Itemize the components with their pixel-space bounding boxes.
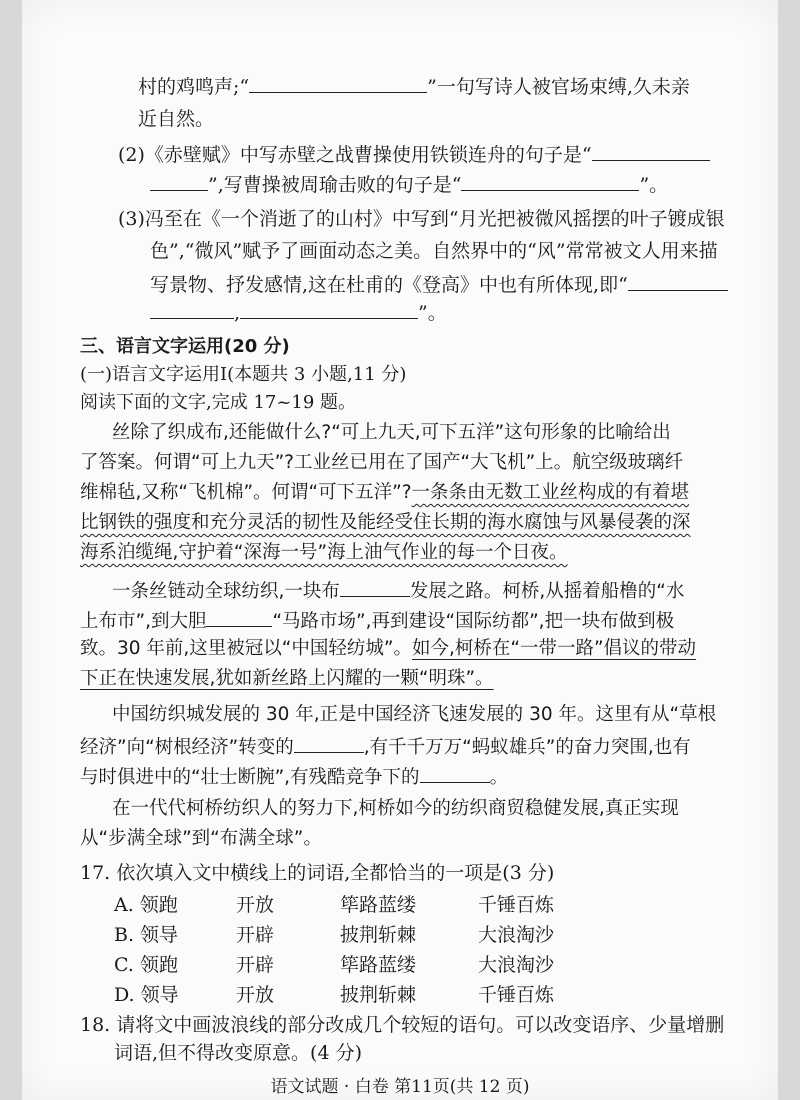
passage-line: 上布市”,到大胆 “马路市场”,再到建设“国际纺都”,把一块布做到极: [80, 606, 674, 635]
page-footer: 语文试题 · 白卷 第11页(共 12 页): [270, 1077, 530, 1097]
passage-line: 经济”向“树根经济”转变的 ,有千千万万“蚂蚁雄兵”的奋力突围,也有: [80, 732, 691, 761]
q2-line-1: (2)《赤壁赋》中写赤壁之战曹操使用铁锁连舟的句子是“: [118, 140, 710, 168]
q3-line-2: 色”,“微风”赋予了画面动态之美。自然界中的“风”常常被文人用来描: [150, 240, 718, 262]
underlined-text: 下正在快速发展,犹如新丝路上闪耀的一颗“明珠”。: [80, 668, 494, 689]
passage-line: 丝除了织成布,还能做什么?“可上九天,可下五洋”这句形象的比喻给出: [112, 422, 671, 443]
option-c[interactable]: C. 领跑 开辟 筚路蓝缕 大浪淘沙: [114, 954, 555, 976]
q3-line-1: (3)冯至在《一个消逝了的山村》中写到“月光把被微风摇摆的叶子镀成银: [118, 208, 725, 230]
answer-blank[interactable]: [240, 298, 418, 319]
answer-blank[interactable]: [294, 732, 364, 753]
q3-line-3: 写景物、抒发感情,这在杜甫的《登高》中也有所体现,即“: [150, 270, 728, 298]
option-a[interactable]: A. 领跑 开放 筚路蓝缕 千锤百炼: [114, 894, 555, 916]
instruction: 阅读下面的文字,完成 17~19 题。: [80, 392, 357, 413]
poem-line-1: 村的鸡鸣声;“ ”一句写诗人被官场束缚,久未亲: [138, 72, 690, 100]
answer-blank[interactable]: [150, 170, 208, 191]
passage-line: 从“步满全球”到“布满全球”。: [80, 828, 322, 849]
passage-line: 致。30 年前,这里被冠以“中国轻纺城”。如今,柯桥在“一带一路”倡议的带动: [80, 638, 697, 659]
wavy-underlined-text: 比钢铁的强度和充分灵活的韧性及能经受住长期的海水腐蚀与风暴侵袭的深: [80, 512, 691, 533]
wavy-underlined-text: 海系泊缆绳,守护着“深海一号”海上油气作业的每一个日夜。: [80, 542, 568, 563]
answer-blank[interactable]: [420, 762, 490, 783]
passage-line: 了答案。何谓“可上九天”?工业丝已用在了国产“大飞机”上。航空级玻璃纤: [80, 452, 684, 473]
passage-line: [80, 666, 494, 692]
underlined-text: 如今,柯桥在“一带一路”倡议的带动: [411, 638, 697, 659]
answer-blank[interactable]: [592, 140, 710, 161]
passage-line: 中国纺织城发展的 30 年,正是中国经济飞速发展的 30 年。这里有从“草根: [112, 704, 717, 725]
answer-blank[interactable]: [628, 270, 728, 291]
passage-line: [80, 540, 568, 566]
answer-blank[interactable]: [206, 606, 272, 627]
passage-line: 与时俱进中的“壮士断腕”,有残酷竞争下的 。: [80, 762, 508, 791]
poem-line-2: 近自然。: [138, 108, 215, 130]
section-heading: 三、语言文字运用(20 分): [80, 336, 290, 357]
answer-blank[interactable]: [150, 298, 234, 319]
passage-line: 在一代代柯桥纺织人的努力下,柯桥如今的纺织商贸稳健发展,真正实现: [112, 798, 679, 819]
option-d[interactable]: D. 领导 开放 披荆斩棘 千锤百炼: [114, 984, 555, 1006]
exam-page: [22, 0, 778, 1100]
option-b[interactable]: B. 领导 开辟 披荆斩棘 大浪淘沙: [114, 924, 555, 946]
answer-blank[interactable]: [340, 576, 410, 597]
wavy-underlined-text: 一条条由无数工业丝构成的有着堪: [411, 482, 690, 503]
passage-line: 一条丝链动全球纺织,一块布 发展之路。柯桥,从摇着船橹的“水: [112, 576, 684, 605]
question-17-stem: 17. 依次填入文中横线上的词语,全都恰当的一项是(3 分): [80, 862, 555, 884]
answer-blank[interactable]: [249, 72, 427, 93]
q3-line-4: , ”。: [150, 298, 447, 326]
q2-line-2: ”,写曹操被周瑜击败的句子是“ ”。: [150, 170, 668, 198]
answer-blank[interactable]: [461, 170, 639, 191]
question-18-stem: 18. 请将文中画波浪线的部分改成几个较短的语句。可以改变语序、少量增删: [80, 1014, 725, 1036]
sub-heading: (一)语言文字运用Ⅰ(本题共 3 小题,11 分): [80, 364, 407, 385]
passage-line: [80, 510, 691, 536]
passage-line: 维棉毡,又称“飞机棉”。何谓“可下五洋”?一条条由无数工业丝构成的有着堪: [80, 482, 690, 503]
question-18-stem-2: 词语,但不得改变原意。(4 分): [114, 1042, 362, 1064]
